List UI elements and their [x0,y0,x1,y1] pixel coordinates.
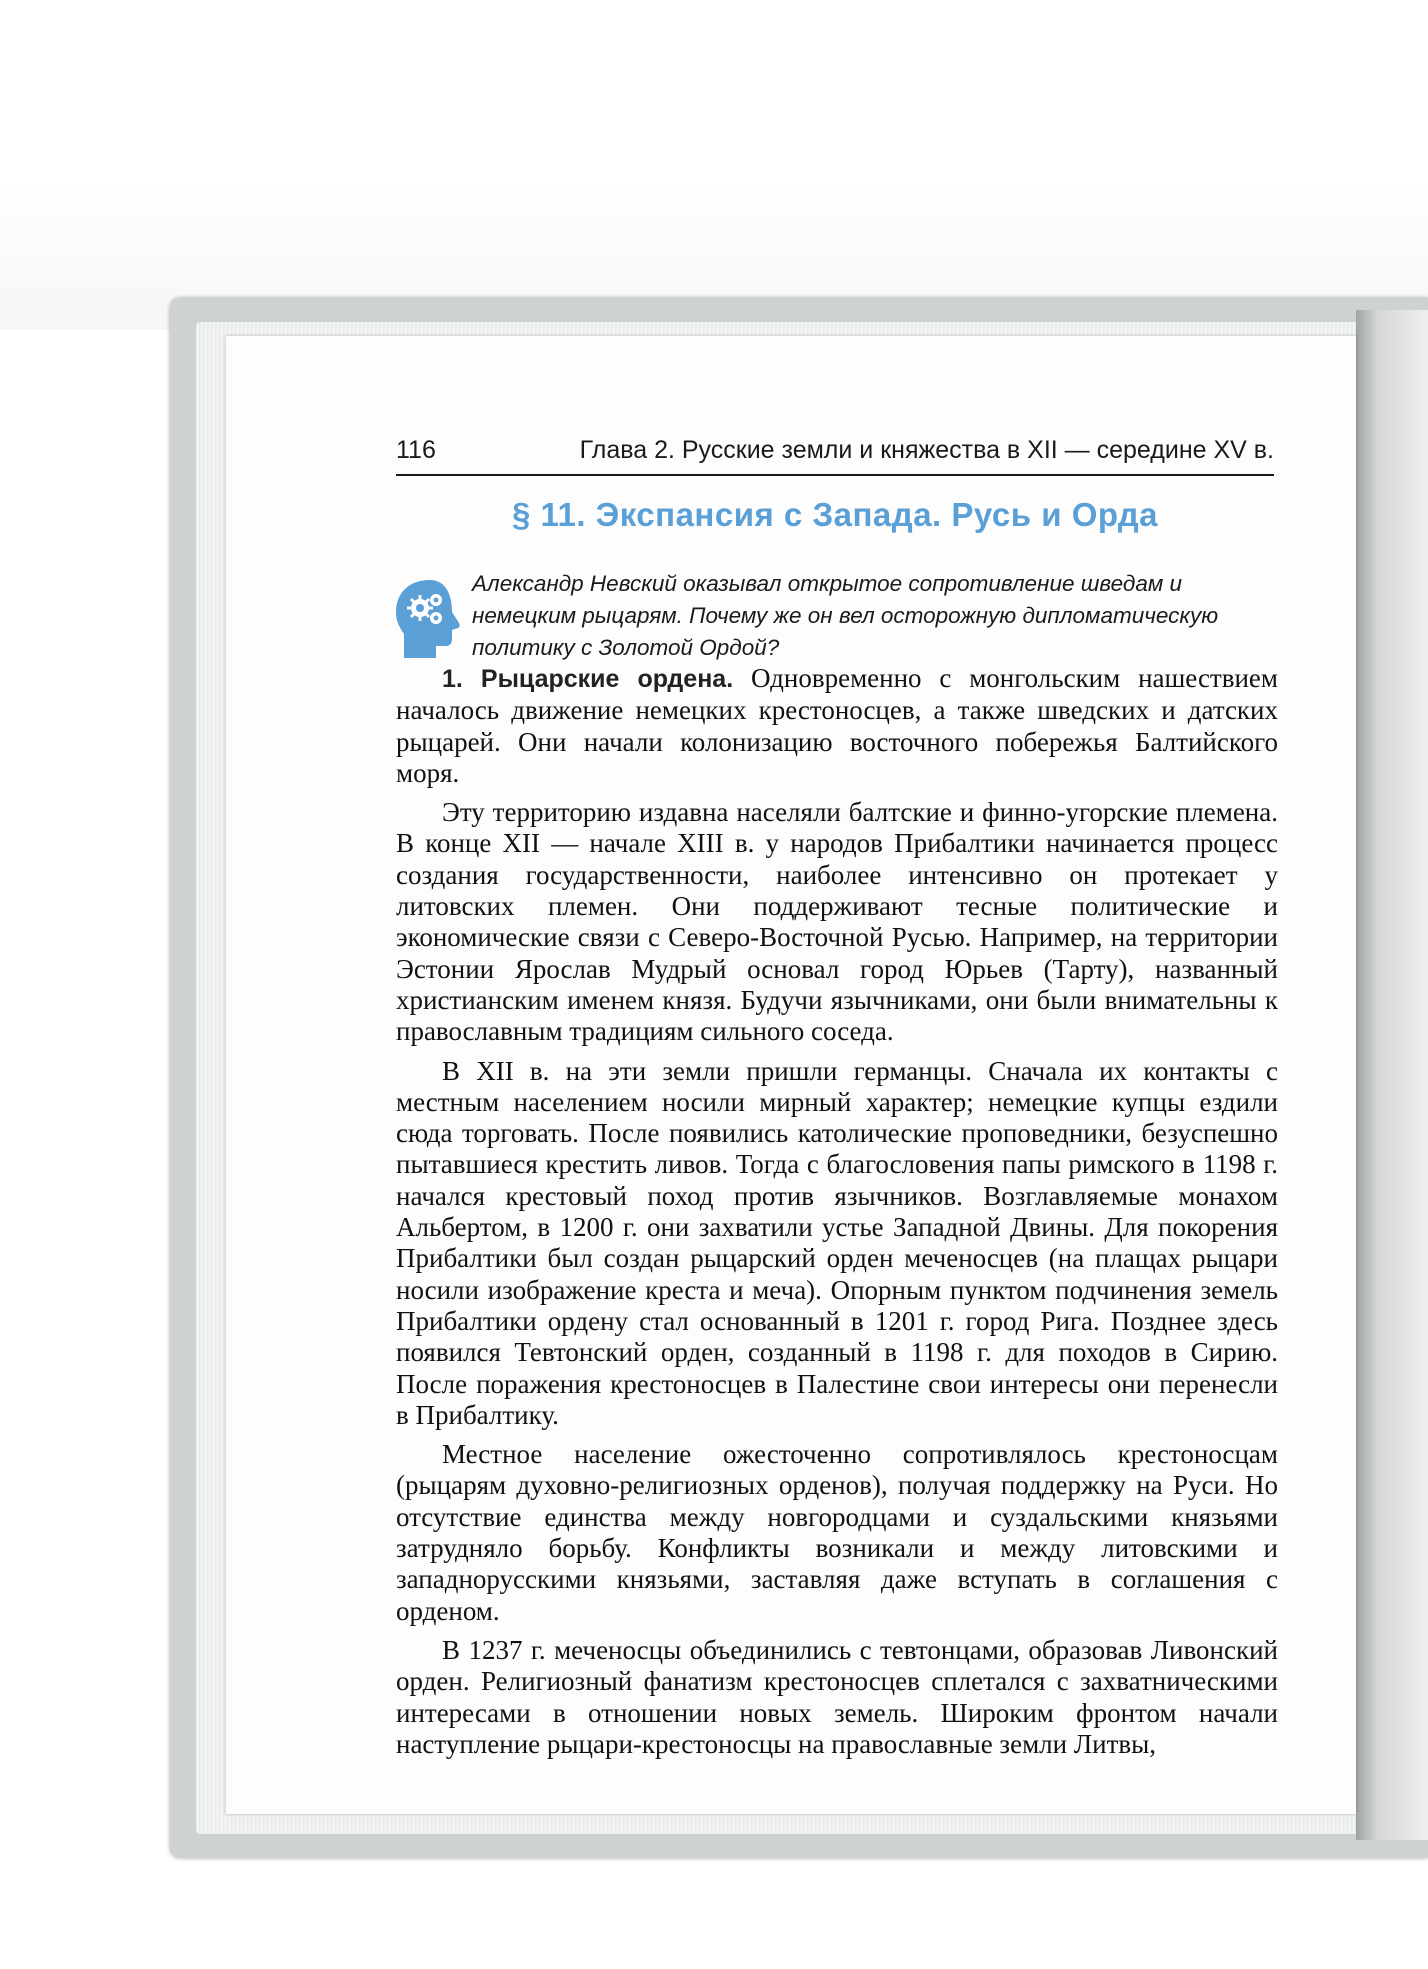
section-title: § 11. Экспансия с Запада. Русь и Орда [511,496,1158,533]
paragraph-1 [396,663,1278,789]
paragraph-5: В 1237 г. меченосцы объединились с тевтонцами, образовав Ливонский орден. Религиозный фанатизм крестоносцев сплетался с захватническими интересами в отношении новых земель. Широким фронтом начали наступление рыцари-крестоносцы на православные земли Литвы, [396,1634,1278,1759]
intro-question: Александр Невский оказывал открытое сопротивление шведам и немецким рыцарям. Почему же он вел осторожную дипломатическую политику с Золотой Ордой? [472,571,1219,660]
paragraph-4: Местное население ожесточенно сопротивлялось крестоносцам (рыцарям духовно-религиозных орденов), получая поддержку на Руси. Но отсутствие единства между новгородцами и суздальскими князьями затрудняло борьбу. Конфликты возникали и между литовскими и западнорусскими князьями, заставляя даже вступать в соглашения с орденом. [396,1439,1278,1626]
page-number: 116 [396,436,436,464]
page-gutter [1356,310,1428,1840]
chapter-title: Глава 2. Русские земли и княжества в XII — середине XV в. [579,436,1274,464]
subheading-knightly-orders: 1. Рыцарские ордена. [442,665,734,693]
head-gears-icon [390,578,466,660]
body-text [396,663,1278,1768]
paragraph-3: В XII в. на эти земли пришли германцы. Сначала их контакты с местным населением носили мирный характер; немецкие купцы ездили сюда торговать. После появились католические проповедники, безуспешно пытавшиеся крестить ливов. Тогда с благословения папы римского в 1198 г. начался крестовый поход против язычников. Возглавляемые монахом Альбертом, в 1200 г. они захватили устье Западной Двины. Для покорения Прибалтики был создан рыцарский орден меченосцев (на плащах рыцари носили изображение креста и меча). Опорным пунктом подчинения земель Прибалтики ордену стал основанный в 1201 г. город Рига. Позднее здесь появился Тевтонский орден, созданный в 1198 г. для походов в Сирию. После поражения крестоносцев в Палестине свои интересы они перенесли в Прибалтику. [396,1055,1278,1430]
running-header [396,430,1274,476]
scan-background [0,0,1428,330]
paragraph-text: Одновременно с монгольским нашествием началось движение немецких крестоносцев, а также шведских и датских рыцарей. Они начали колонизацию восточного побережья Балтийского моря. [396,663,1279,788]
paragraph-2: Эту территорию издавна населяли балтские и финно-угорские племена. В конце XII — начале XIII в. у народов Прибалтики начинается процесс создания государственности, наиболее интенсивно он протекает у литовских племен. Они поддерживают тесные политические и экономические связи с Северо-Восточной Русью. Например, на территории Эстонии Ярослав Мудрый основал город Юрьев (Тарту), названный христианским именем князя. Будучи язычниками, они были внимательны к православным традициям сильного соседа. [396,797,1278,1047]
